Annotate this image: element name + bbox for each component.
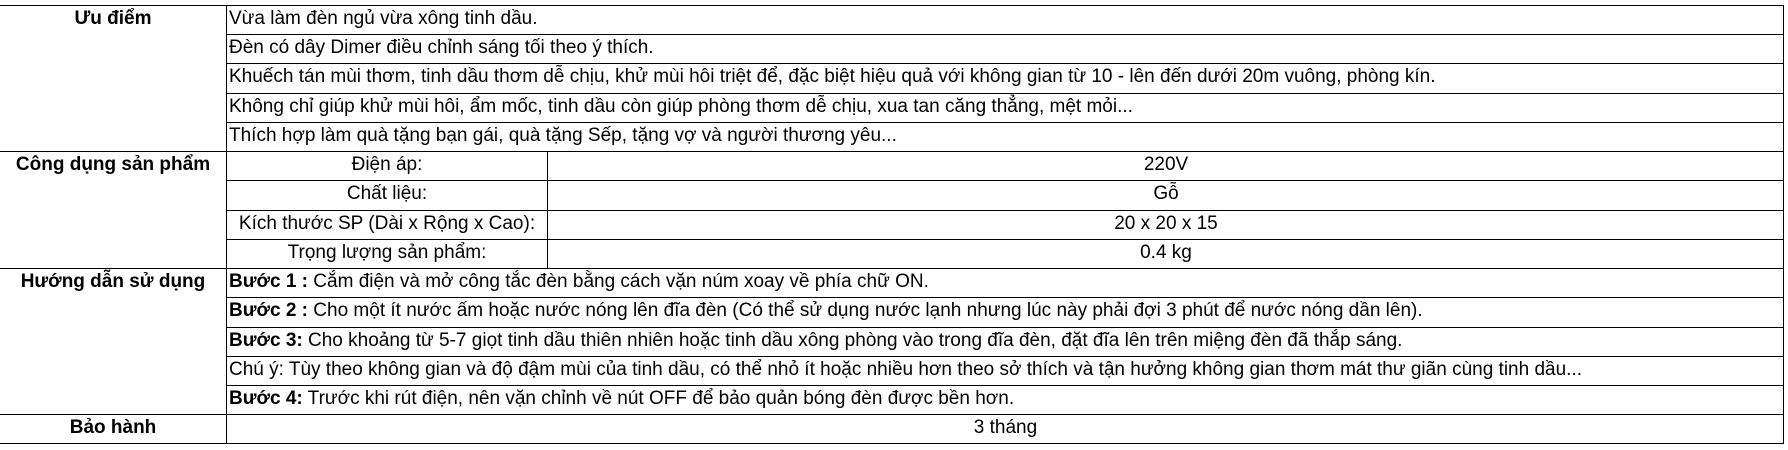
advantage-item: Không chỉ giúp khử mùi hôi, ẩm mốc, tinh dầu còn giúp phòng thơm dễ chịu, xua tan căng thẳng, mệt mỏi... (229, 96, 1133, 117)
step-text: Cho khoảng từ 5-7 giọt tinh dầu thiên nhiên hoặc tinh dầu xông phòng vào trong đĩa đèn, đặt đĩa lên trên miệng đèn đã thắp sáng. (302, 330, 1403, 351)
advantage-item: Đèn có dây Dimer điều chỉnh sáng tối theo ý thích. (229, 37, 654, 58)
advantage-item: Khuếch tán mùi thơm, tinh dầu thơm dễ chịu, khử mùi hôi triệt để, đặc biệt hiệu quả với không gian từ 10 - lên đến dưới 20m vuông, phòng kín. (229, 66, 1436, 87)
step-text: Cắm điện và mở công tắc đèn bằng cách vặn núm xoay về phía chữ ON. (308, 271, 929, 292)
step-number: Bước 3: (229, 330, 303, 351)
usage-step (229, 298, 1423, 324)
section-label-specs: Công dụng sản phẩm (15, 154, 211, 175)
usage-step (229, 328, 1402, 354)
spec-key: Chất liệu: (346, 183, 428, 204)
grid-line (0, 443, 1784, 444)
section-label-warranty: Bảo hành (69, 417, 157, 438)
step-number: Bước 4: (229, 388, 303, 409)
spec-key: Trọng lượng sản phẩm: (287, 242, 487, 263)
spec-value: 20 x 20 x 15 (1114, 213, 1218, 234)
section-label-advantages: Ưu điểm (74, 8, 152, 29)
spec-key: Điện áp: (351, 154, 423, 175)
section-label-usage: Hướng dẫn sử dụng (20, 271, 206, 292)
step-text: Chú ý: Tùy theo không gian và độ đậm mùi của tinh dầu, có thể nhỏ ít hoặc nhiều hơn theo sở thích và tận hưởng không gian thơm mát thư giãn cùng tinh dầu... (229, 359, 1582, 380)
spec-value: 220V (1143, 154, 1189, 175)
usage-step (229, 269, 929, 295)
step-number: Bước 2 : (229, 300, 309, 321)
advantage-item: Vừa làm đèn ngủ vừa xông tinh dầu. (229, 8, 538, 29)
spec-value: 0.4 kg (1140, 242, 1192, 263)
spec-key: Kích thước SP (Dài x Rộng x Cao): (238, 213, 536, 234)
advantage-item: Thích hợp làm quà tặng bạn gái, quà tặng Sếp, tặng vợ và người thương yêu... (229, 125, 897, 146)
usage-note (229, 357, 1582, 383)
usage-step (229, 386, 1014, 412)
spec-value: Gỗ (1153, 183, 1179, 204)
step-text: Cho một ít nước ấm hoặc nước nóng lên đĩa đèn (Có thể sử dụng nước lạnh nhưng lúc này phải đợi 3 phút để nước nóng dần lên). (308, 300, 1423, 321)
step-text: Trước khi rút điện, nên vặn chỉnh về nút OFF để bảo quản bóng đèn được bền hơn. (302, 388, 1015, 409)
warranty-value: 3 tháng (973, 417, 1038, 438)
step-number: Bước 1 : (229, 271, 309, 292)
